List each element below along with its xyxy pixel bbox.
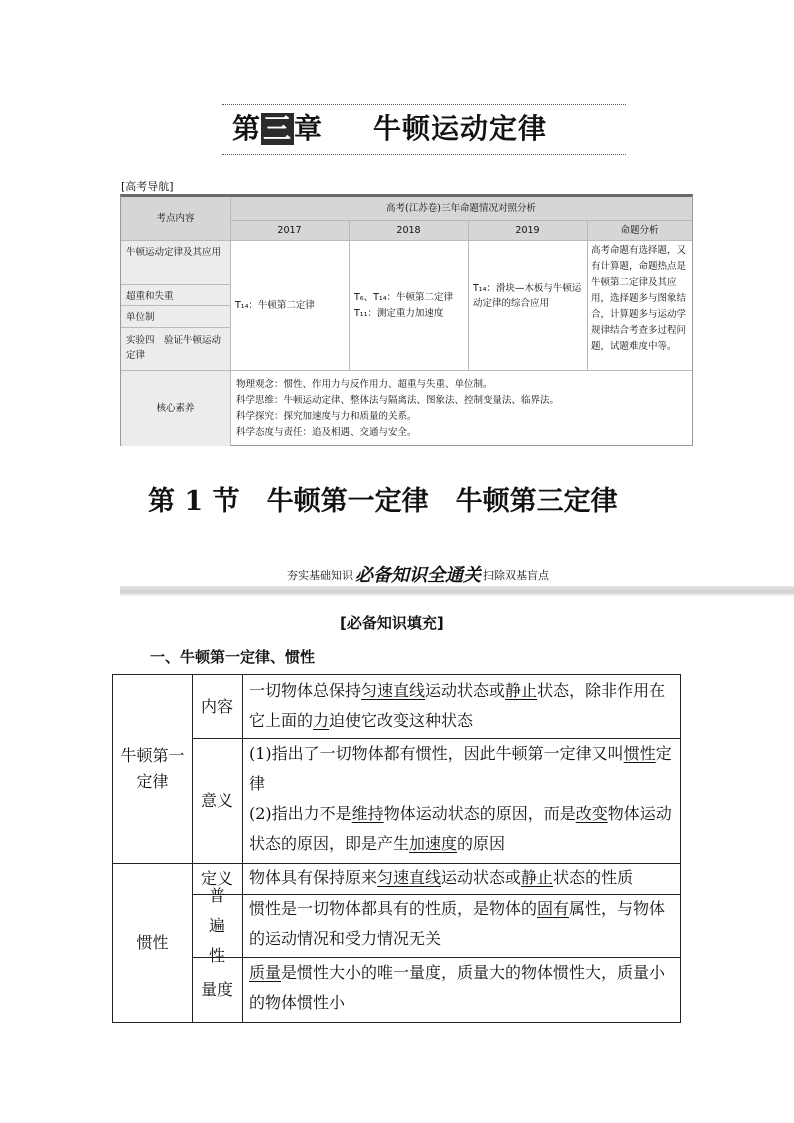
significance-text-1: (1)指出了一切物体都有惯性，因此牛顿第一定律又叫惯性定律	[249, 744, 672, 793]
newton-first-law-table	[112, 674, 681, 1023]
content-2018-a: T₆、T₁₄：牛顿第二定律	[354, 292, 454, 303]
chapter-number: 三	[263, 112, 293, 145]
content-2019: T₁₄：滑块—木板与牛顿运动定律的综合应用	[473, 283, 582, 309]
measure-text: 质量是惯性大小的唯一量度，质量大的物体惯性大，质量小的物体惯性小	[249, 963, 666, 1012]
knowledge-banner	[287, 561, 549, 587]
subsection-title: 一、牛顿第一定律、惯性	[150, 648, 316, 666]
topic-units: 单位制	[126, 312, 155, 323]
chapter-prefix: 第	[232, 112, 262, 145]
col-header-topics: 考点内容	[156, 213, 195, 224]
group-inertia: 惯性	[136, 932, 169, 952]
content-text: 一切物体总保持匀速直线运动状态或静止状态，除非作用在它上面的力迫使它改变这种状态	[249, 681, 666, 730]
row-label-definition: 定义	[200, 868, 233, 888]
content-2018-b: T₁₁：测定重力加速度	[354, 308, 444, 319]
row-label-measure: 量度	[200, 979, 233, 999]
year-2017: 2017	[277, 224, 302, 236]
chapter-name: 牛顿运动定律	[373, 112, 548, 145]
guide-label: [高考导航]	[121, 180, 174, 193]
chapter-suffix: 章	[294, 112, 324, 145]
fill-title: [必备知识填充]	[340, 614, 444, 632]
section-title: 第 1 节 牛顿第一定律 牛顿第三定律	[148, 486, 618, 517]
topic-newton-laws: 牛顿运动定律及其应用	[126, 247, 222, 258]
core-line-3: 科学探究：探究加速度与力和质量的关系。	[236, 411, 417, 422]
group-newton-first-law: 牛顿第一定律	[120, 746, 185, 791]
year-2018: 2018	[396, 224, 421, 236]
universality-text: 惯性是一切物体都具有的性质，是物体的固有属性，与物体的运动情况和受力情况无关	[249, 899, 666, 948]
year-2019: 2019	[515, 224, 540, 236]
col-header-analysis-span: 高考(江苏卷)三年命题情况对照分析	[386, 203, 536, 214]
banner-right: 扫除双基盲点	[483, 569, 549, 582]
core-line-2: 科学思维：牛顿运动定律、整体法与隔离法、图象法、控制变量法、临界法。	[236, 395, 560, 406]
content-2017: T₁₄：牛顿第二定律	[235, 300, 315, 311]
topic-experiment: 实验四 验证牛顿运动定律	[126, 335, 222, 361]
row-label-universality: 普遍性	[208, 885, 225, 965]
banner-center: 必备知识全通关	[355, 565, 481, 586]
definition-text: 物体具有保持原来匀速直线运动状态或静止状态的性质	[249, 868, 634, 887]
row-label-content: 内容	[200, 696, 233, 716]
chapter-header	[222, 104, 626, 156]
core-line-1: 物理观念：惯性、作用力与反作用力、超重与失重、单位制。	[236, 379, 493, 390]
header-divider-top	[222, 104, 626, 105]
banner-bar	[120, 586, 794, 596]
row-label-significance: 意义	[200, 790, 233, 810]
chapter-title	[232, 112, 622, 146]
analysis-text: 高考命题有选择题，又有计算题，命题热点是牛顿第二定律及其应用，选择题多与图象结合，计算题多与运动学规律结合考查多过程问题，试题难度中等。	[591, 245, 687, 352]
significance-text-2: (2)指出力不是维持物体运动状态的原因，而是改变物体运动状态的原因，即是产生加速度的原因	[249, 804, 672, 853]
header-divider-bottom	[222, 154, 626, 155]
banner-left: 夯实基础知识	[287, 569, 353, 582]
topic-overweight: 超重和失重	[126, 291, 174, 302]
analysis-header: 命题分析	[620, 224, 659, 236]
core-label: 核心素养	[156, 402, 195, 414]
exam-guide-table	[120, 194, 693, 446]
core-line-4: 科学态度与责任：追及相遇、交通与安全。	[236, 427, 417, 438]
